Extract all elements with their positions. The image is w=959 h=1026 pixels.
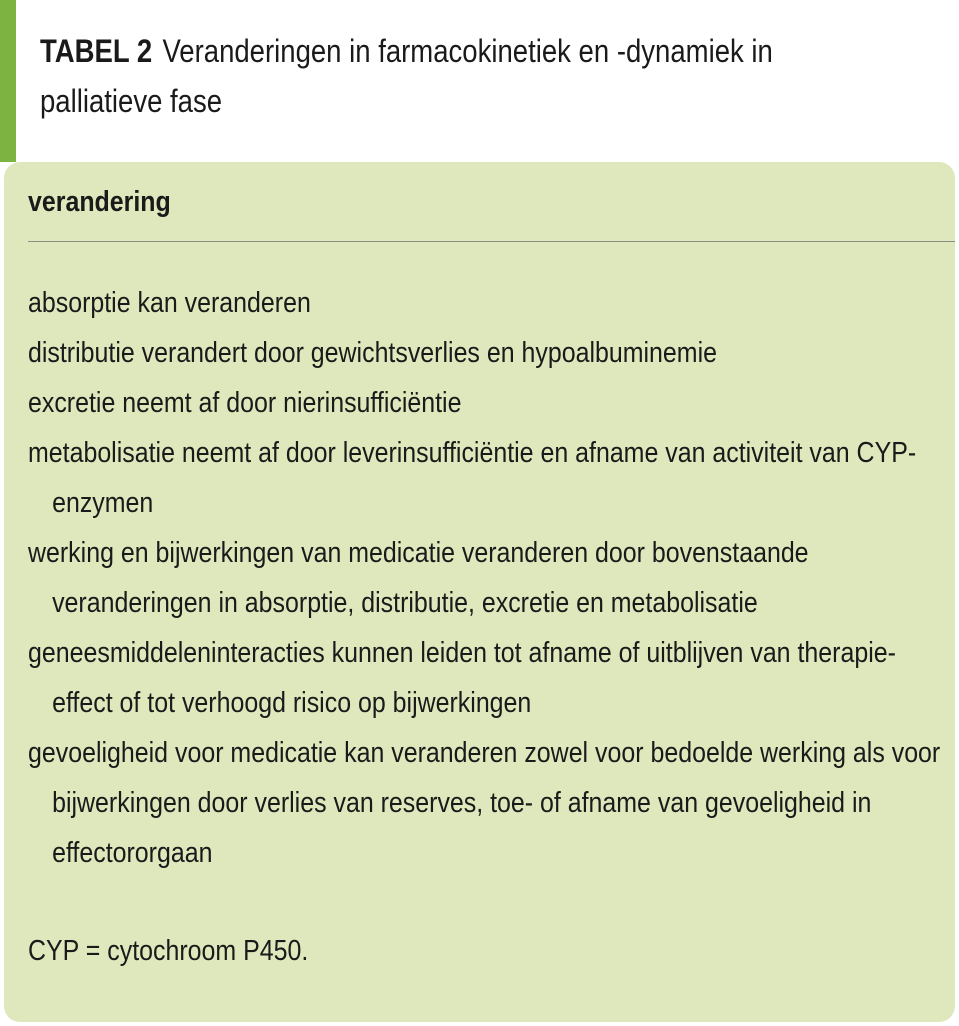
table-panel xyxy=(4,162,955,1022)
table-title-block xyxy=(0,0,959,162)
table-footnote: CYP = cytochroom P450. xyxy=(28,935,309,967)
column-header: verandering xyxy=(28,186,171,218)
table-row: excretie neemt af door nierinsufficiëntie xyxy=(28,387,462,419)
table-title-text: Veranderingen in farmacokinetiek en -dynamiek in palliatieve fase xyxy=(40,33,773,119)
table-row: geneesmiddeleninteracties kunnen leiden tot afname of uitblijven van therapie-effect of tot verhoogd risico op bijwerkingen xyxy=(28,637,896,719)
header-divider xyxy=(28,241,955,242)
table-row: metabolisatie neemt af door leverinsufficiëntie en afname van activiteit van CYP-enzymen xyxy=(28,437,917,519)
table-title xyxy=(40,26,900,126)
table-row: absorptie kan veranderen xyxy=(28,287,311,319)
table-row: gevoeligheid voor medicatie kan veranderen zowel voor bedoelde werking als voor bijwerkingen door verlies van reserves, toe- of afname van gevoeligheid in effectororgaan xyxy=(28,737,941,869)
table-row: distributie verandert door gewichtsverlies en hypoalbuminemie xyxy=(28,337,717,369)
table-row: werking en bijwerkingen van medicatie veranderen door bovenstaande veranderingen in absorptie, distributie, excretie en metabolisatie xyxy=(28,537,809,619)
title-accent-bar xyxy=(0,0,16,162)
table-number-label: TABEL 2 xyxy=(40,33,153,69)
table-rows xyxy=(28,278,941,878)
